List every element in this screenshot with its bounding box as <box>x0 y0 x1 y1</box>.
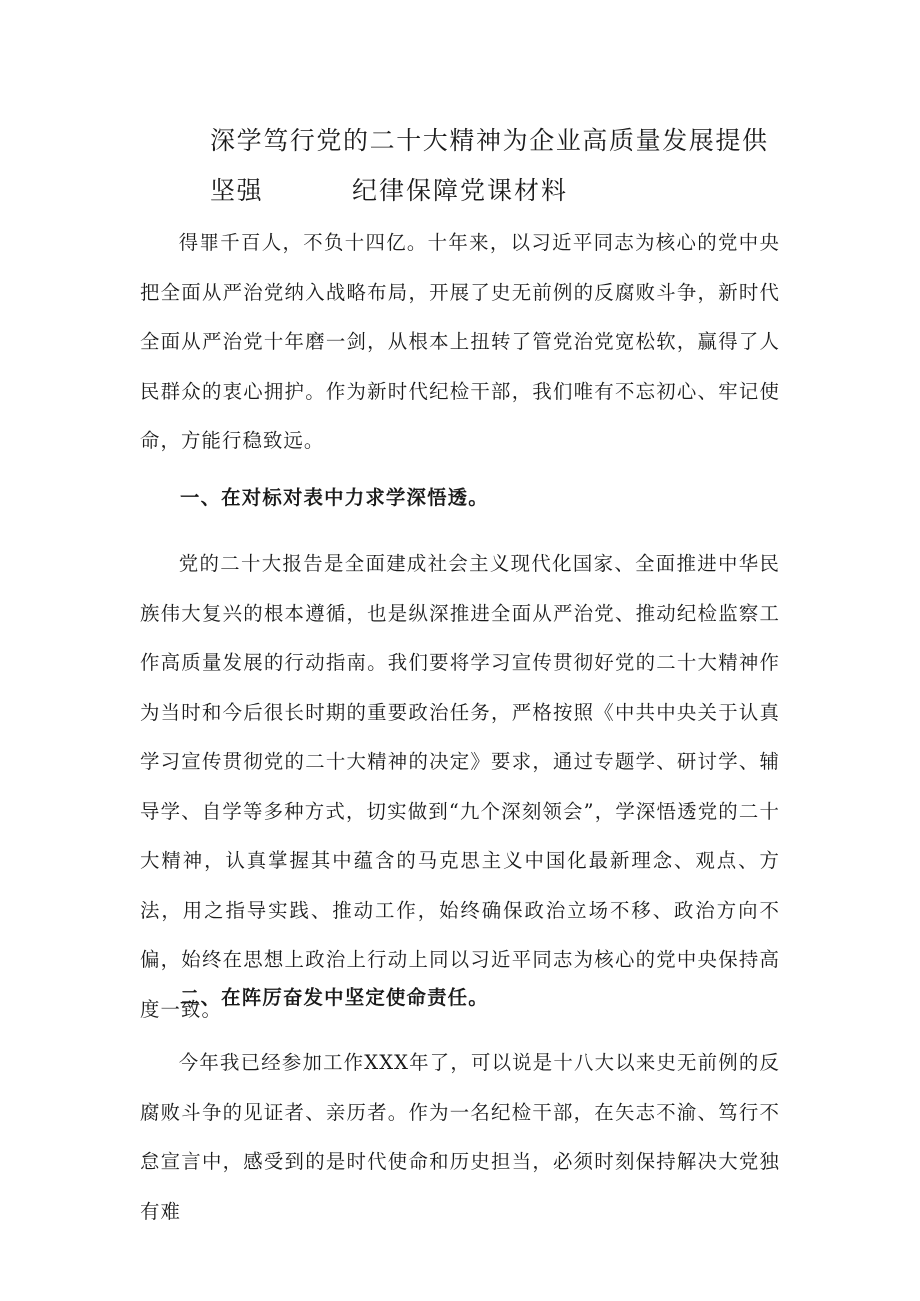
section-1-paragraph: 党的二十大报告是全面建成社会主义现代化国家、全面推进中华民族伟大复兴的根本遵循，也是纵深推进全面从严治党、推动纪检监察工作高质量发展的行动指南。我们要将学习宣传贯彻好党的二十大精神作为当时和今后很长时期的重要政治任务，严格按照《中共中央关于认真学习宣传贯彻党的二十大精神的决定》要求，通过专题学、研讨学、辅导学、自学等多种方式，切实做到“九个深刻领会”，学深悟透党的二十大精神，认真掌握其中蕴含的马克思主义中国化最新理念、观点、方法，用之指导实践、推动工作，始终确保政治立场不移、政治方向不偏，始终在思想上政治上行动上同以习近平同志为核心的党中央保持高度一致。 <box>140 552 780 1021</box>
section-1-heading: 一、在对标对表中力求学深悟透。 <box>180 486 489 509</box>
intro-paragraph: 得罪千百人，不负十四亿。十年来，以习近平同志为核心的党中央把全面从严治党纳入战略布局，开展了史无前例的反腐败斗争，新时代全面从严治党十年磨一剑，从根本上扭转了管党治党宽松软，赢得了人民群众的衷心拥护。作为新时代纪检干部，我们唯有不忘初心、牢记使命，方能行稳致远。 <box>140 231 780 452</box>
document-title-line-2: 纪律保障党课材料 <box>351 176 568 205</box>
section-2-heading: 二、在阵厉奋发中坚定使命责任。 <box>180 986 489 1009</box>
document-title-line-1: 深学笃行党的二十大精神为企业高质量发展提供坚强 <box>210 126 769 205</box>
section-2-paragraph: 今年我已经参加工作XXX年了，可以说是十八大以来史无前例的反腐败斗争的见证者、亲历者。作为一名纪检干部，在矢志不渝、笃行不怠宣言中，感受到的是时代使命和历史担当，必须时刻保持解决大党独有难 <box>140 1051 780 1223</box>
